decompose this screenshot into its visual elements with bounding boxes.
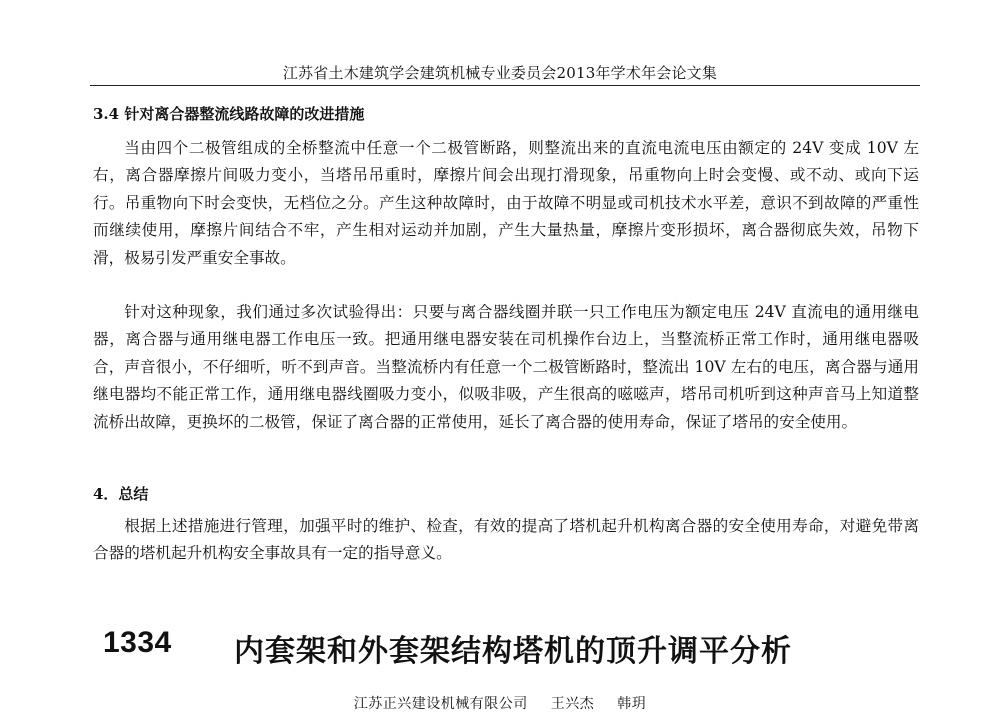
section-3-4-heading: 3.4 针对离合器整流线路故障的改进措施 (93, 105, 365, 123)
article-number: 1334 (103, 626, 172, 659)
section-4-heading: 4．总结 (93, 485, 149, 503)
author-name-2: 韩玥 (617, 696, 647, 712)
author-name-1: 王兴杰 (550, 696, 595, 712)
byline (0, 693, 1000, 713)
author-affiliation: 江苏正兴建设机械有限公司 (353, 696, 528, 712)
section-3-4-paragraph-1: 当由四个二极管组成的全桥整流中任意一个二极管断路，则整流出来的直流电流电压由额定的 24V 变成 10V 左右，离合器摩擦片间吸力变小，当塔吊吊重时，摩擦片间会出现打滑现象，吊重物向上时会变慢、或不动、或向下运行。吊重物向下时会变快，无档位之分。产生这种故障时，由于故障不明显或司机技术水平差，意识不到故障的严重性而继续使用，摩擦片间结合不牢，产生相对运动并加剧，产生大量热量，摩擦片变形损坏，离合器彻底失效，吊物下滑，极易引发严重安全事故。 (93, 139, 919, 267)
header-rule (90, 85, 920, 86)
section-4-paragraph-1: 根据上述措施进行管理，加强平时的维护、检查，有效的提高了塔机起升机构离合器的安全使用寿命，对避免带离合器的塔机起升机构安全事故具有一定的指导意义。 (93, 517, 919, 563)
section-3-4-paragraph-2: 针对这种现象，我们通过多次试验得出：只要与离合器线圈并联一只工作电压为额定电压 24V 直流电的通用继电器，离合器与通用继电器工作电压一致。把通用继电器安装在司机操作台边上，当整流桥正常工作时，通用继电器吸合，声音很小，不仔细听，听不到声音。当整流桥内有任意一个二极管断路时，整流出 10V 左右的电压，离合器与通用继电器均不能正常工作，通用继电器线圈吸力变小，似吸非吸，产生很高的嗞嗞声，塔吊司机听到这种声音马上知道整流桥出故障，更换坏的二极管，保证了离合器的正常使用，延长了离合器的使用寿命，保证了塔吊的安全使用。 (93, 303, 919, 431)
article-title: 内套架和外套架结构塔机的顶升调平分析 (234, 634, 792, 669)
running-header: 江苏省土木建筑学会建筑机械专业委员会2013年学术年会论文集 (282, 64, 718, 82)
